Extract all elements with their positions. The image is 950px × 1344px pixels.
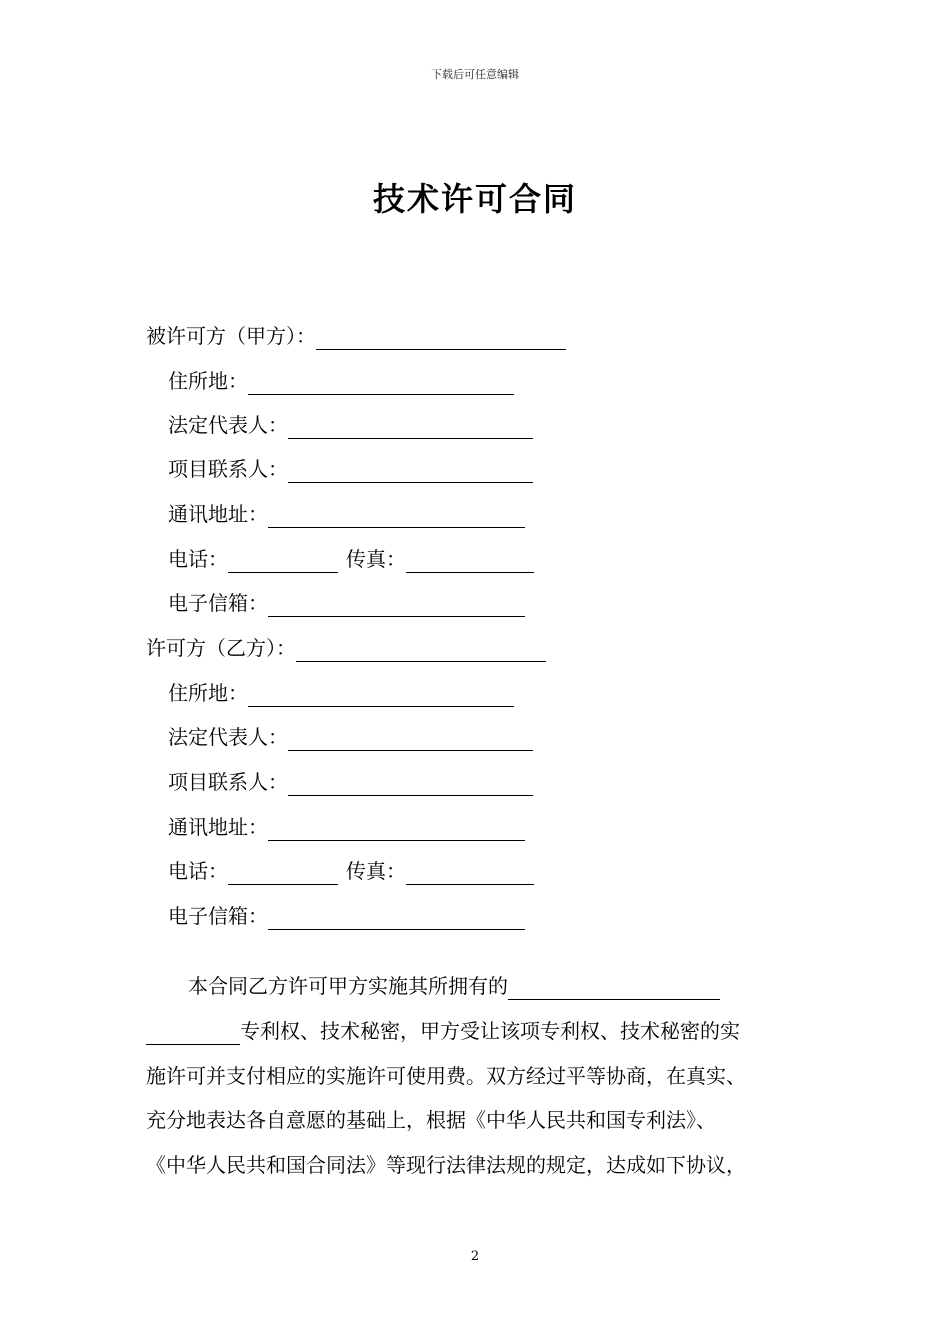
- party-b-phone-row: [168, 857, 534, 885]
- party-a-row: [146, 322, 566, 350]
- preamble-line-5: [146, 1151, 746, 1179]
- party-a-contact-row: [168, 455, 533, 483]
- party-a-label: 被许可方（甲方）：: [146, 324, 316, 348]
- party-b-row: [146, 634, 546, 662]
- party-b-fax-label: 传真：: [346, 859, 406, 883]
- party-a-name-field[interactable]: [316, 327, 566, 350]
- party-b-email-row: [168, 902, 525, 930]
- party-a-legal-rep-field[interactable]: [288, 416, 533, 439]
- party-a-phone-row: [168, 545, 534, 573]
- party-a-fax-field[interactable]: [406, 550, 534, 573]
- party-b-address-label: 住所地：: [168, 681, 248, 705]
- party-a-legal-rep-label: 法定代表人：: [168, 413, 288, 437]
- page-number: 2: [470, 1249, 480, 1264]
- party-b-name-field[interactable]: [296, 639, 546, 662]
- party-a-email-field[interactable]: [268, 594, 525, 617]
- party-a-email-row: [168, 589, 525, 617]
- party-a-mail-label: 通讯地址：: [168, 502, 268, 526]
- preamble-line-1: [188, 972, 720, 1000]
- party-b-fax-field[interactable]: [406, 862, 534, 885]
- preamble-text-1: 本合同乙方许可甲方实施其所拥有的: [188, 974, 508, 998]
- party-a-mail-row: [168, 500, 525, 528]
- party-b-legal-rep-field[interactable]: [288, 728, 533, 751]
- party-b-email-label: 电子信箱：: [168, 904, 268, 928]
- party-a-fax-label: 传真：: [346, 547, 406, 571]
- party-a-email-label: 电子信箱：: [168, 591, 268, 615]
- preamble-text-4: 充分地表达各自意愿的基础上，根据《中华人民共和国专利法》、: [146, 1108, 716, 1132]
- party-b-legal-rep-label: 法定代表人：: [168, 725, 288, 749]
- party-b-legal-rep-row: [168, 723, 533, 751]
- party-a-mail-field[interactable]: [268, 505, 525, 528]
- party-b-phone-field[interactable]: [228, 862, 338, 885]
- party-a-address-field[interactable]: [248, 372, 514, 395]
- party-b-address-field[interactable]: [248, 684, 514, 707]
- party-b-mail-row: [168, 813, 525, 841]
- page-header-note: 下载后可任意编辑: [431, 68, 519, 81]
- document-title: 技术许可合同: [372, 180, 577, 218]
- party-b-email-field[interactable]: [268, 907, 525, 930]
- party-a-address-row: [168, 367, 514, 395]
- preamble-line-4: [146, 1106, 716, 1134]
- party-a-contact-field[interactable]: [288, 460, 533, 483]
- party-b-address-row: [168, 679, 514, 707]
- patent-name-field[interactable]: [508, 977, 720, 1000]
- party-b-contact-field[interactable]: [288, 773, 533, 796]
- party-b-contact-label: 项目联系人：: [168, 770, 288, 794]
- party-a-address-label: 住所地：: [168, 369, 248, 393]
- patent-name-field-cont[interactable]: [146, 1022, 240, 1045]
- party-a-legal-rep-row: [168, 411, 533, 439]
- preamble-text-5: 《中华人民共和国合同法》等现行法律法规的规定，达成如下协议，: [146, 1153, 746, 1177]
- party-a-phone-field[interactable]: [228, 550, 338, 573]
- party-a-phone-label: 电话：: [168, 547, 228, 571]
- party-a-contact-label: 项目联系人：: [168, 457, 288, 481]
- preamble-line-3: [146, 1062, 746, 1090]
- preamble-line-2: [146, 1017, 740, 1045]
- party-b-mail-label: 通讯地址：: [168, 815, 268, 839]
- party-b-label: 许可方（乙方）：: [146, 636, 296, 660]
- party-b-mail-field[interactable]: [268, 818, 525, 841]
- party-b-contact-row: [168, 768, 533, 796]
- preamble-text-2: 专利权、技术秘密，甲方受让该项专利权、技术秘密的实: [240, 1019, 740, 1043]
- preamble-text-3: 施许可并支付相应的实施许可使用费。双方经过平等协商，在真实、: [146, 1064, 746, 1088]
- party-b-phone-label: 电话：: [168, 859, 228, 883]
